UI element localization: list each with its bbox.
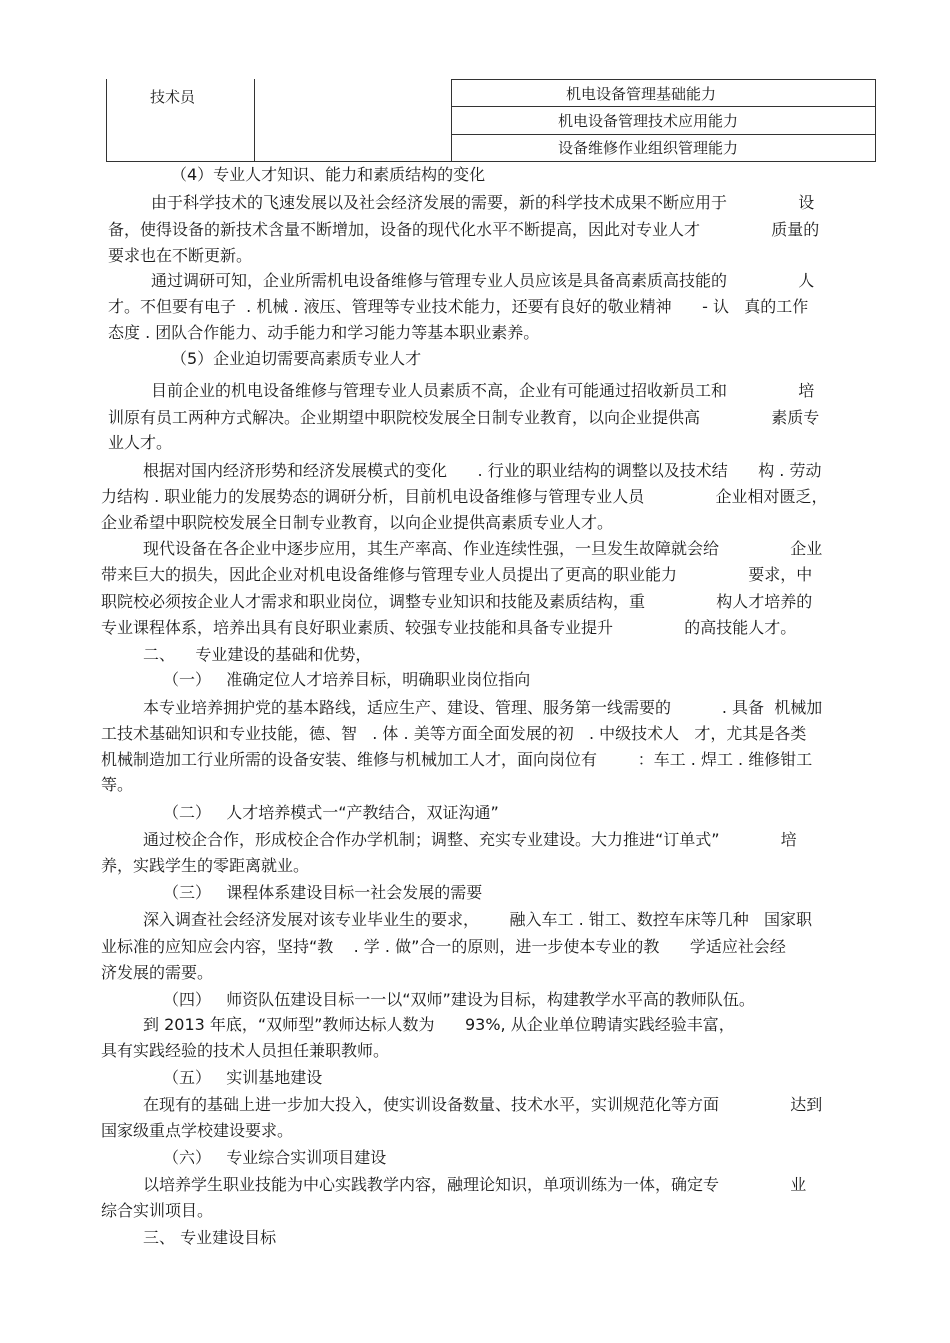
skills-table (106, 79, 876, 162)
text-line: 综合实训项目。 (101, 1201, 214, 1220)
table-row-2: 机电设备管理技术应用能力 (558, 112, 739, 130)
text-line: 要求也在不断更新。 (108, 246, 253, 265)
text-line: 现代设备在各企业中逐步应用，其生产率高、作业连续性强，一旦发生故障就会给 企业 (143, 539, 823, 558)
subheading-4: （4）专业人才知识、能力和素质结构的变化 (171, 165, 486, 184)
subheading-3: （三） 课程体系建设目标一社会发展的需要 (163, 883, 483, 902)
text-line: 等。 (101, 775, 134, 794)
table-row-line-2 (451, 134, 876, 135)
table-bottom-border (106, 161, 876, 162)
subheading-2: （二） 人才培养模式一“产教结合，双证沟通” (163, 803, 499, 822)
text-line: 备，使得设备的新技术含量不断增加，设备的现代化水平不断提高，因此对专业人才 质量的 (108, 220, 820, 239)
section-heading-3: 三、 专业建设目标 (143, 1228, 277, 1247)
text-line: 专业课程体系，培养出具有良好职业素质、较强专业技能和具备专业提升 的高技能人才。 (101, 618, 797, 637)
section-heading-2: 二、 专业建设的基础和优势， (143, 645, 372, 664)
table-divider-1 (254, 79, 255, 162)
text-line: 深入调查社会经济发展对该专业毕业生的要求， 融入车工 . 钳工、数控车床等几种 国家职 (143, 910, 813, 929)
text-line: 力结构 . 职业能力的发展势态的调研分析，目前机电设备维修与管理专业人员 企业相对匮乏， (101, 487, 828, 506)
text-line: 具有实践经验的技术人员担任兼职教师。 (101, 1041, 390, 1060)
text-line: 职院校必须按企业人才需求和职业岗位，调整专业知识和技能及素质结构，重 构人才培养的 (101, 592, 813, 611)
text-line: 带来巨大的损失，因此企业对机电设备维修与管理专业人员提出了更高的职业能力 要求，中 (101, 565, 813, 584)
text-line: 业标准的应知应会内容，坚持“教 . 学 . 做”合一的原则，进一步使本专业的教 学适应社会经 (101, 937, 786, 956)
table-top-border (451, 79, 876, 80)
text-line: 以培养学生职业技能为中心实践教学内容，融理论知识，单项训练为一体，确定专 业 (143, 1175, 807, 1194)
text-line: 济发展的需要。 (101, 963, 214, 982)
text-line: 在现有的基础上进一步加大投入，使实训设备数量、技术水平，实训规范化等方面 达到 (143, 1095, 823, 1114)
table-left-cell: 技术员 (150, 88, 196, 106)
text-line: 业人才。 (108, 433, 173, 452)
text-line: 养，实践学生的零距离就业。 (101, 856, 310, 875)
text-line: 本专业培养拥护党的基本路线，适应生产、建设、管理、服务第一线需要的 . 具备 机械加 (143, 698, 823, 717)
table-row-line-1 (451, 106, 876, 107)
text-line: 训原有员工两种方式解决。企业期望中职院校发展全日制专业教育，以向企业提供高 素质专 (108, 408, 820, 427)
text-line: 机械制造加工行业所需的设备安装、维修与机械加工人才，面向岗位有 ：车工 . 焊工 . 维修钳工 (101, 750, 813, 769)
text-line: 到 2013 年底，“双师型”教师达标人数为 93%, 从企业单位聘请实践经验丰富， (143, 1015, 735, 1034)
text-line: 目前企业的机电设备维修与管理专业人员素质不高，企业有可能通过招收新员工和 培 (151, 381, 815, 400)
table-row-3: 设备维修作业组织管理能力 (558, 139, 739, 157)
text-line: 根据对国内经济形势和经济发展模式的变化 . 行业的职业结构的调整以及技术结 构 . 劳动 (143, 461, 822, 480)
subheading-6: （六） 专业综合实训项目建设 (163, 1148, 387, 1167)
text-line: 企业希望中职院校发展全日制专业教育，以向企业提供高素质专业人才。 (101, 513, 614, 532)
table-divider-2 (451, 79, 452, 162)
text-line: 通过校企合作，形成校企合作办学机制；调整、充实专业建设。大力推进“订单式” 培 (143, 830, 797, 849)
subheading-5-training: （五） 实训基地建设 (163, 1068, 323, 1087)
text-line: 态度 . 团队合作能力、动手能力和学习能力等基本职业素养。 (108, 323, 540, 342)
subheading-5: （5）企业迫切需要高素质专业人才 (171, 349, 422, 368)
text-line: 国家级重点学校建设要求。 (101, 1121, 294, 1140)
text-line: 才。不但要有电子 . 机械 . 液压、管理等专业技术能力，还要有良好的敬业精神 - 认 真的工作 (108, 297, 809, 316)
table-row-1: 机电设备管理基础能力 (566, 85, 717, 103)
table-right-border (875, 79, 876, 162)
subheading-1: （一） 准确定位人才培养目标，明确职业岗位指向 (163, 670, 531, 689)
text-line: 通过调研可知，企业所需机电设备维修与管理专业人员应该是具备高素质高技能的 人 (151, 271, 815, 290)
table-left-border (106, 79, 107, 162)
subheading-4-faculty: （四） 师资队伍建设目标一一以“双师”建设为目标，构建教学水平高的教师队伍。 (163, 990, 755, 1009)
text-line: 由于科学技术的飞速发展以及社会经济发展的需要，新的科学技术成果不断应用于 设 (151, 193, 815, 212)
text-line: 工技术基础知识和专业技能，德、智 . 体 . 美等方面全面发展的初 . 中级技术人 才，尤其是各类 (101, 724, 807, 743)
